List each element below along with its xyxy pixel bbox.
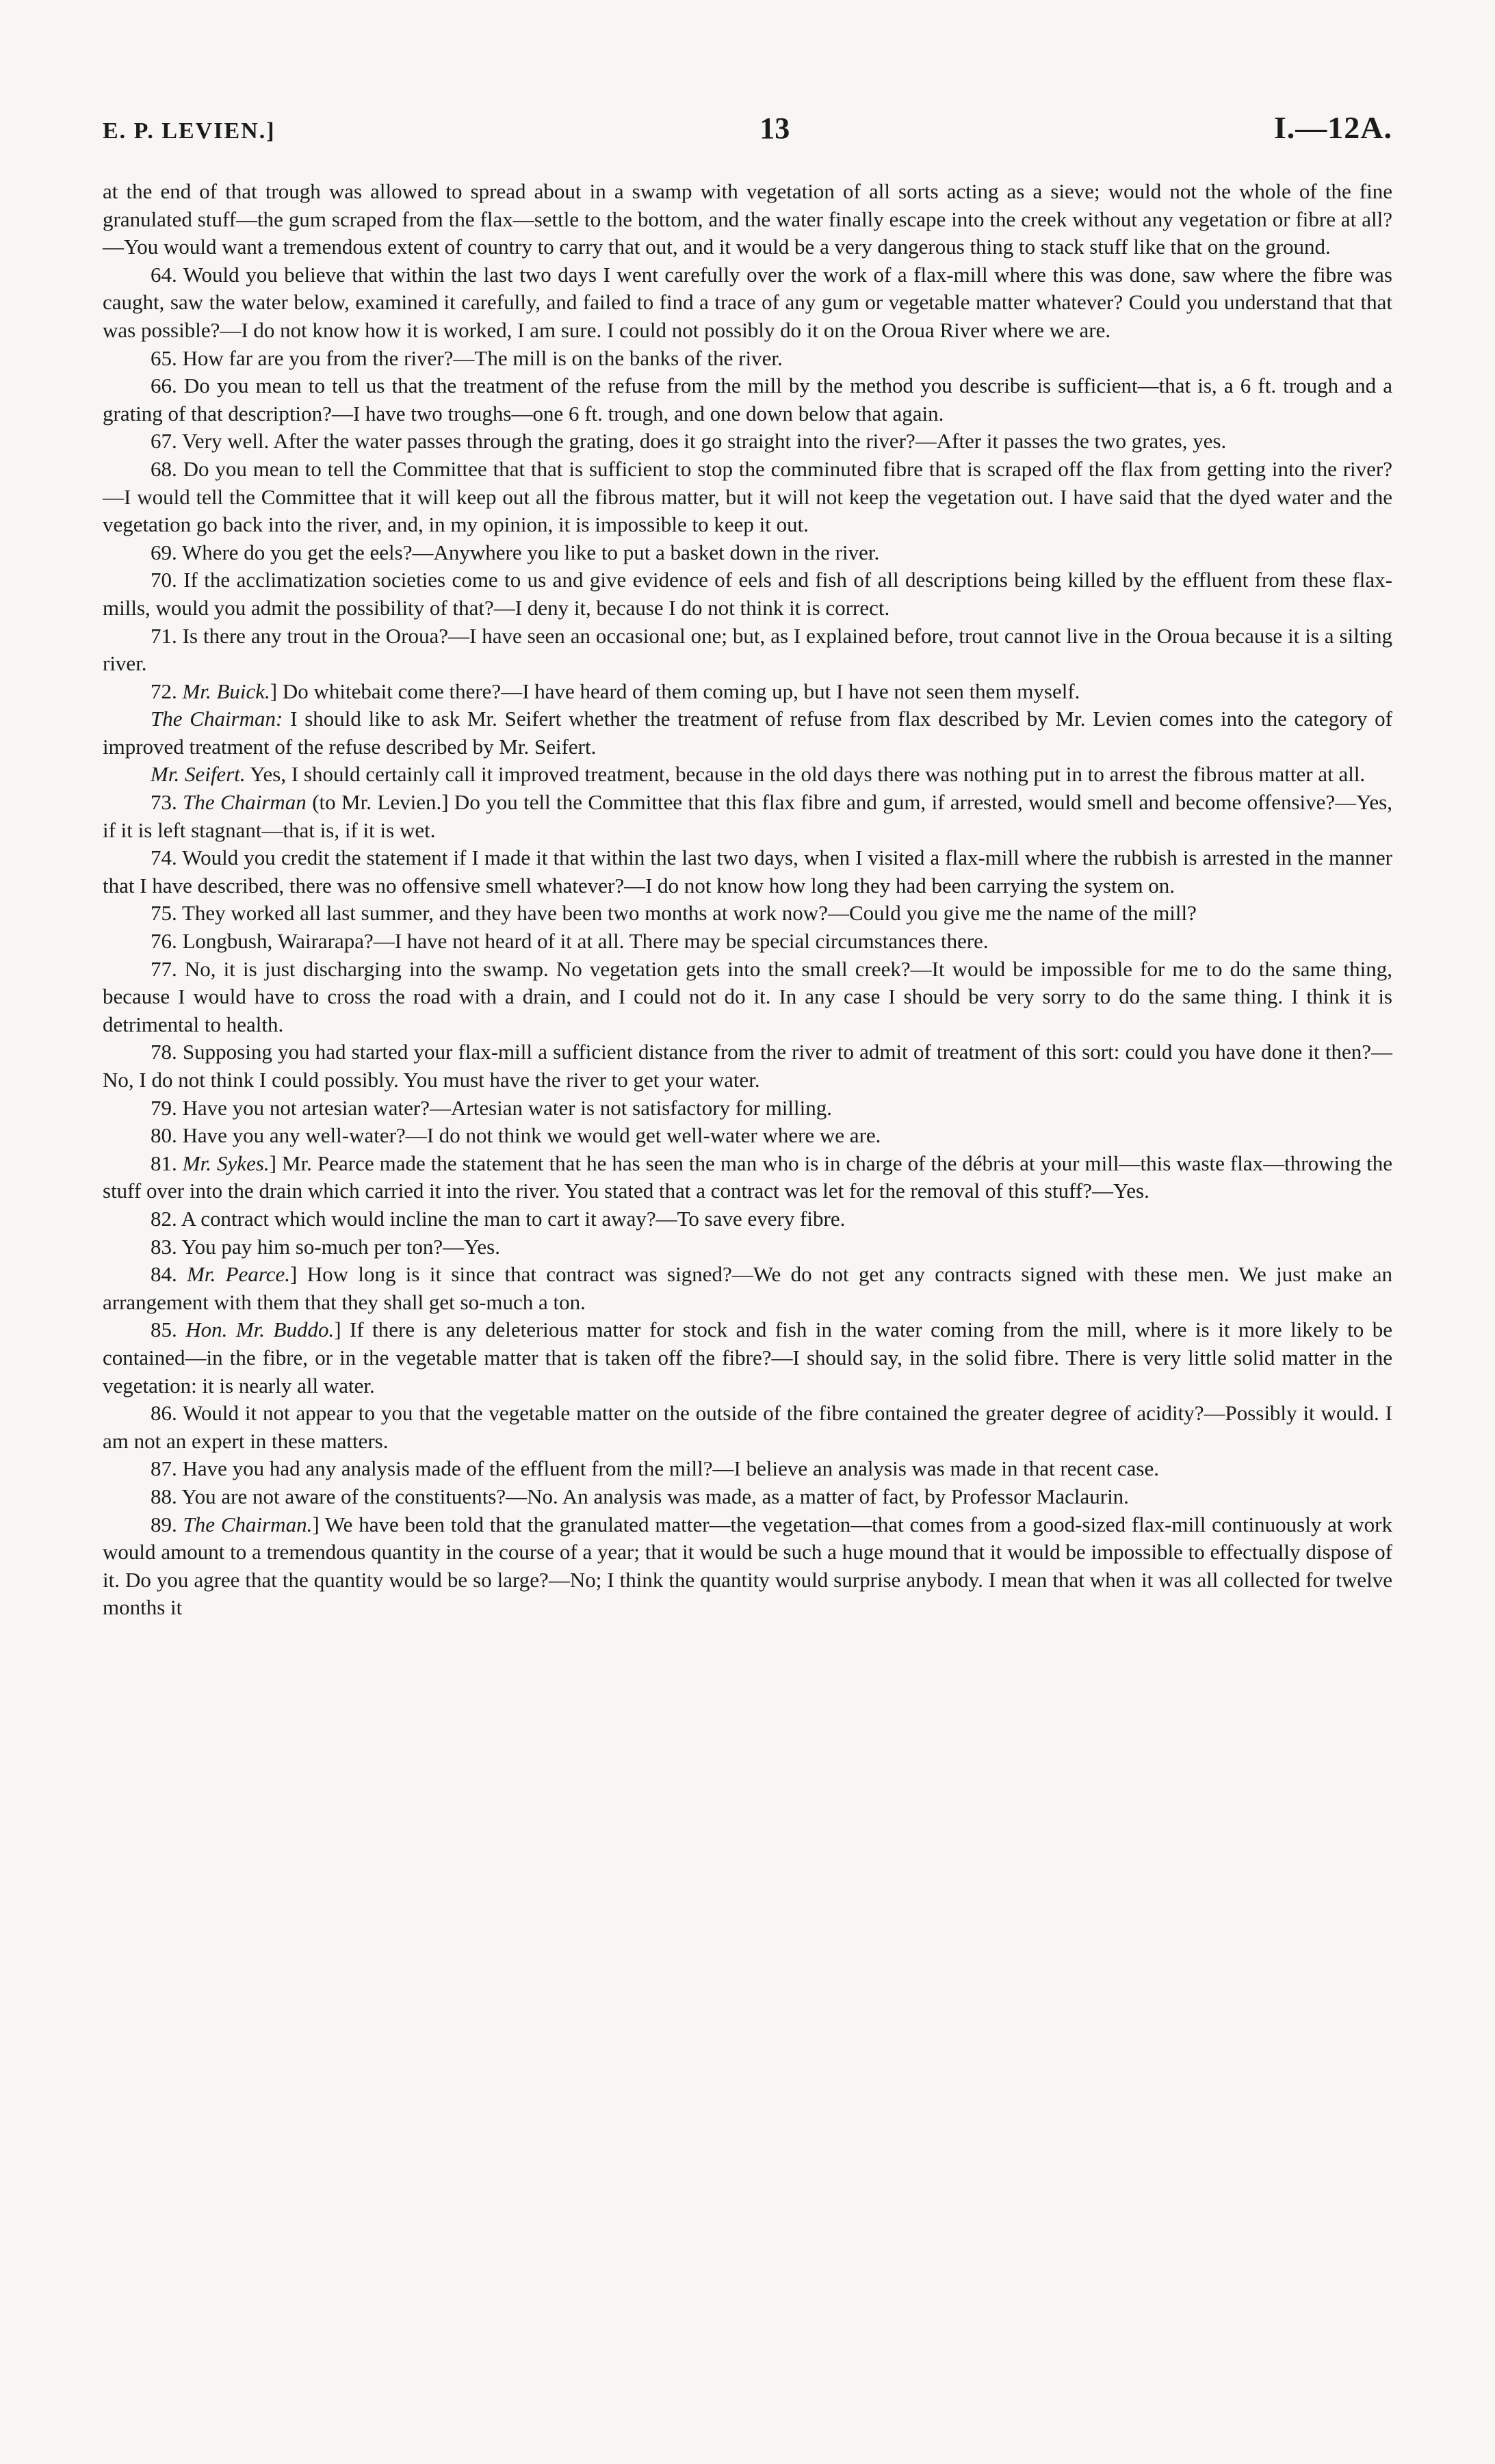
paragraph-text: at the end of that trough was allowed to spread about in a swamp with vegetation of all sorts acting as a sieve; would not the whole of the fine granulated stuff—the gum scraped from the flax—settle to the bottom, and the water finally escape into the creek without any vegetation or fibre at all?—You would want a tremendous extent of country to carry that out, and it would be a very dangerous thing to stack stuff like that on the ground. <box>103 179 1392 259</box>
speaker-name: Mr. Sykes. <box>182 1151 270 1175</box>
speaker-name: Mr. Buick. <box>182 679 270 703</box>
testimony-paragraph <box>103 178 1392 261</box>
testimony-paragraph <box>103 372 1392 428</box>
paragraph-lead: 85. <box>151 1318 186 1342</box>
testimony-paragraph <box>103 456 1392 539</box>
paragraph-text: ] Do whitebait come there?—I have heard of them coming up, but I have not seen them myself. <box>270 679 1080 703</box>
paragraph-text: ] Mr. Pearce made the statement that he has seen the man who is in charge of the débris at your mill—this waste flax—throwing the stuff over into the drain which carried it into the river. You stated that a contract was let for the removal of this stuff?—Yes. <box>103 1151 1392 1203</box>
testimony-paragraph <box>103 539 1392 567</box>
testimony-paragraph <box>103 428 1392 456</box>
testimony-paragraph <box>103 345 1392 373</box>
testimony-paragraph <box>103 1400 1392 1455</box>
paragraph-text: 68. Do you mean to tell the Committee that that is sufficient to stop the comminuted fibre that is scraped off the flax from getting into the river?—I would tell the Committee that it will keep out all the fibrous matter, but it will not keep the vegetation out. I have said that the dyed water and the vegetation go back into the river, and, in my opinion, it is impossible to keep it out. <box>103 456 1392 537</box>
paragraph-text: 87. Have you had any analysis made of the effluent from the mill?—I believe an analysis was made in that recent case. <box>151 1456 1159 1481</box>
testimony-paragraph <box>103 1150 1392 1205</box>
testimony-paragraph <box>103 622 1392 678</box>
paragraph-text: (to Mr. Levien.] Do you tell the Committee that this flax fibre and gum, if arrested, would smell and become offensive?—Yes, if it is left stagnant—that is, if it is wet. <box>103 790 1392 842</box>
speaker-name: Hon. Mr. Buddo. <box>185 1318 335 1342</box>
paragraph-text: 77. No, it is just discharging into the swamp. No vegetation gets into the small creek?—It would be impossible for me to do the same thing, because I would have to cross the road with a drain, and I could not do it. In any case I should be very sorry to do the same thing. I think it is detrimental to health. <box>103 956 1392 1036</box>
paragraph-text: ] If there is any deleterious matter for stock and fish in the water coming from the mill, where is it more likely to be contained—in the fibre, or in the vegetable matter that is taken off the fibre?—I should say, in the solid fibre. There is very little solid matter in the vegetation: it is nearly all water. <box>103 1318 1393 1398</box>
testimony-paragraph <box>103 1261 1392 1316</box>
paragraph-text: 82. A contract which would incline the man to cart it away?—To save every fibre. <box>151 1206 846 1231</box>
paragraph-text: I should like to ask Mr. Seifert whether the treatment of refuse from flax described by Mr. Levien comes into the category of improved treatment of the refuse described by Mr. Seifert. <box>103 707 1392 759</box>
testimony-paragraph <box>103 678 1392 706</box>
document-page <box>103 109 1392 1622</box>
testimony-paragraph <box>103 705 1392 761</box>
speaker-name: The Chairman: <box>151 707 283 731</box>
paragraph-text: 64. Would you believe that within the last two days I went carefully over the work of a flax-mill where this was done, saw where the fibre was caught, saw the water below, examined it carefully, and failed to find a trace of any gum or vegetable matter whatever? Could you understand that that was possible?—I do not know how it is worked, I am sure. I could not possibly do it on the Oroua River where we are. <box>103 262 1392 342</box>
paragraph-text: ] We have been told that the granulated matter—the vegetation—that comes from a good-sized flax-mill continuously at work would amount to a tremendous quantity in the course of a year; that it would be such a huge mound that it would be impossible to effectually dispose of it. Do you agree that the quantity would be so large?—No; I think the quantity would surprise anybody. I mean that when it was all collected for twelve months it <box>103 1512 1392 1620</box>
paragraph-text: 70. If the acclimatization societies come to us and give evidence of eels and fish of all descriptions being killed by the effluent from these flax-mills, would you admit the possibility of that?—I deny it, because I do not think it is correct. <box>103 568 1392 620</box>
page-number: 13 <box>759 112 790 145</box>
paragraph-text: 76. Longbush, Wairarapa?—I have not heard of it at all. There may be special circumstances there. <box>151 929 989 954</box>
paragraph-lead: 73. <box>151 790 183 815</box>
paragraph-text: 86. Would it not appear to you that the vegetable matter on the outside of the fibre contained the greater degree of acidity?—Possibly it would. I am not an expert in these matters. <box>103 1401 1392 1453</box>
document-reference: I.—12A. <box>1273 110 1392 145</box>
speaker-name: Mr. Seifert. <box>151 762 246 787</box>
paragraph-text: 79. Have you not artesian water?—Artesian water is not satisfactory for milling. <box>151 1095 833 1120</box>
testimony-paragraph <box>103 789 1392 844</box>
testimony-paragraph <box>103 1316 1392 1400</box>
paragraph-text: 83. You pay him so-much per ton?—Yes. <box>151 1234 500 1259</box>
testimony-paragraph <box>103 566 1392 622</box>
paragraph-text: Yes, I should certainly call it improved treatment, because in the old days there was nothing put in to arrest the fibrous matter at all. <box>245 762 1366 787</box>
page-header <box>103 109 1392 164</box>
paragraph-lead: 89. <box>151 1512 183 1536</box>
testimony-paragraph <box>103 928 1392 956</box>
paragraph-text: 74. Would you credit the statement if I made it that within the last two days, when I visited a flax-mill where the rubbish is arrested in the manner that I have described, there was no offensive smell whatever?—I do not know how long they had been carrying the system on. <box>103 846 1392 897</box>
paragraph-text: 66. Do you mean to tell us that the treatment of the refuse from the mill by the method you describe is sufficient—that is, a 6 ft. trough and a grating of that description?—I have two troughs—one 6 ft. trough, and one down below that again. <box>103 373 1392 425</box>
paragraph-text: 69. Where do you get the eels?—Anywhere you like to put a basket down in the river. <box>151 540 880 564</box>
testimony-paragraph <box>103 1483 1392 1511</box>
testimony-paragraph <box>103 1038 1392 1094</box>
paragraph-text: 75. They worked all last summer, and they have been two months at work now?—Could you give me the name of the mill? <box>151 901 1197 926</box>
paragraph-text: 71. Is there any trout in the Oroua?—I have seen an occasional one; but, as I explained before, trout cannot live in the Oroua because it is a silting river. <box>103 623 1392 676</box>
testimony-paragraph <box>103 900 1392 928</box>
testimony-paragraph <box>103 1233 1392 1261</box>
testimony-paragraph <box>103 844 1392 900</box>
paragraph-text: 67. Very well. After the water passes through the grating, does it go straight into the river?—After it passes the two grates, yes. <box>151 429 1227 454</box>
paragraph-text: ] How long is it since that contract was signed?—We do not get any contracts signed with these men. We just make an arrangement with them that they shall get so-much a ton. <box>103 1262 1392 1314</box>
testimony-paragraph <box>103 1511 1392 1622</box>
testimony-paragraph <box>103 761 1392 789</box>
paragraph-text: 80. Have you any well-water?—I do not think we would get well-water where we are. <box>151 1123 881 1148</box>
testimony-paragraph <box>103 1122 1392 1150</box>
paragraph-text: 88. You are not aware of the constituents?—No. An analysis was made, as a matter of fact, by Professor Maclaurin. <box>151 1484 1129 1508</box>
testimony-paragraph <box>103 1205 1392 1233</box>
paragraph-lead: 81. <box>151 1151 183 1175</box>
paragraph-text: 65. How far are you from the river?—The mill is on the banks of the river. <box>151 345 783 370</box>
testimony-paragraph <box>103 261 1392 345</box>
paragraph-text: 78. Supposing you had started your flax-mill a sufficient distance from the river to admit of treatment of this sort: could you have done it then?—No, I do not think I could possibly. You must have the river to get your water. <box>103 1040 1392 1092</box>
paragraph-lead: 72. <box>151 679 183 703</box>
speaker-name: The Chairman <box>183 790 307 815</box>
witness-name-header: E. P. LEVIEN.] <box>103 118 276 144</box>
speaker-name: Mr. Pearce. <box>187 1262 291 1287</box>
testimony-paragraph <box>103 956 1392 1039</box>
testimony-paragraph <box>103 1095 1392 1123</box>
document-body <box>103 178 1392 1622</box>
paragraph-lead: 84. <box>151 1262 187 1287</box>
testimony-paragraph <box>103 1455 1392 1483</box>
speaker-name: The Chairman. <box>183 1512 313 1536</box>
